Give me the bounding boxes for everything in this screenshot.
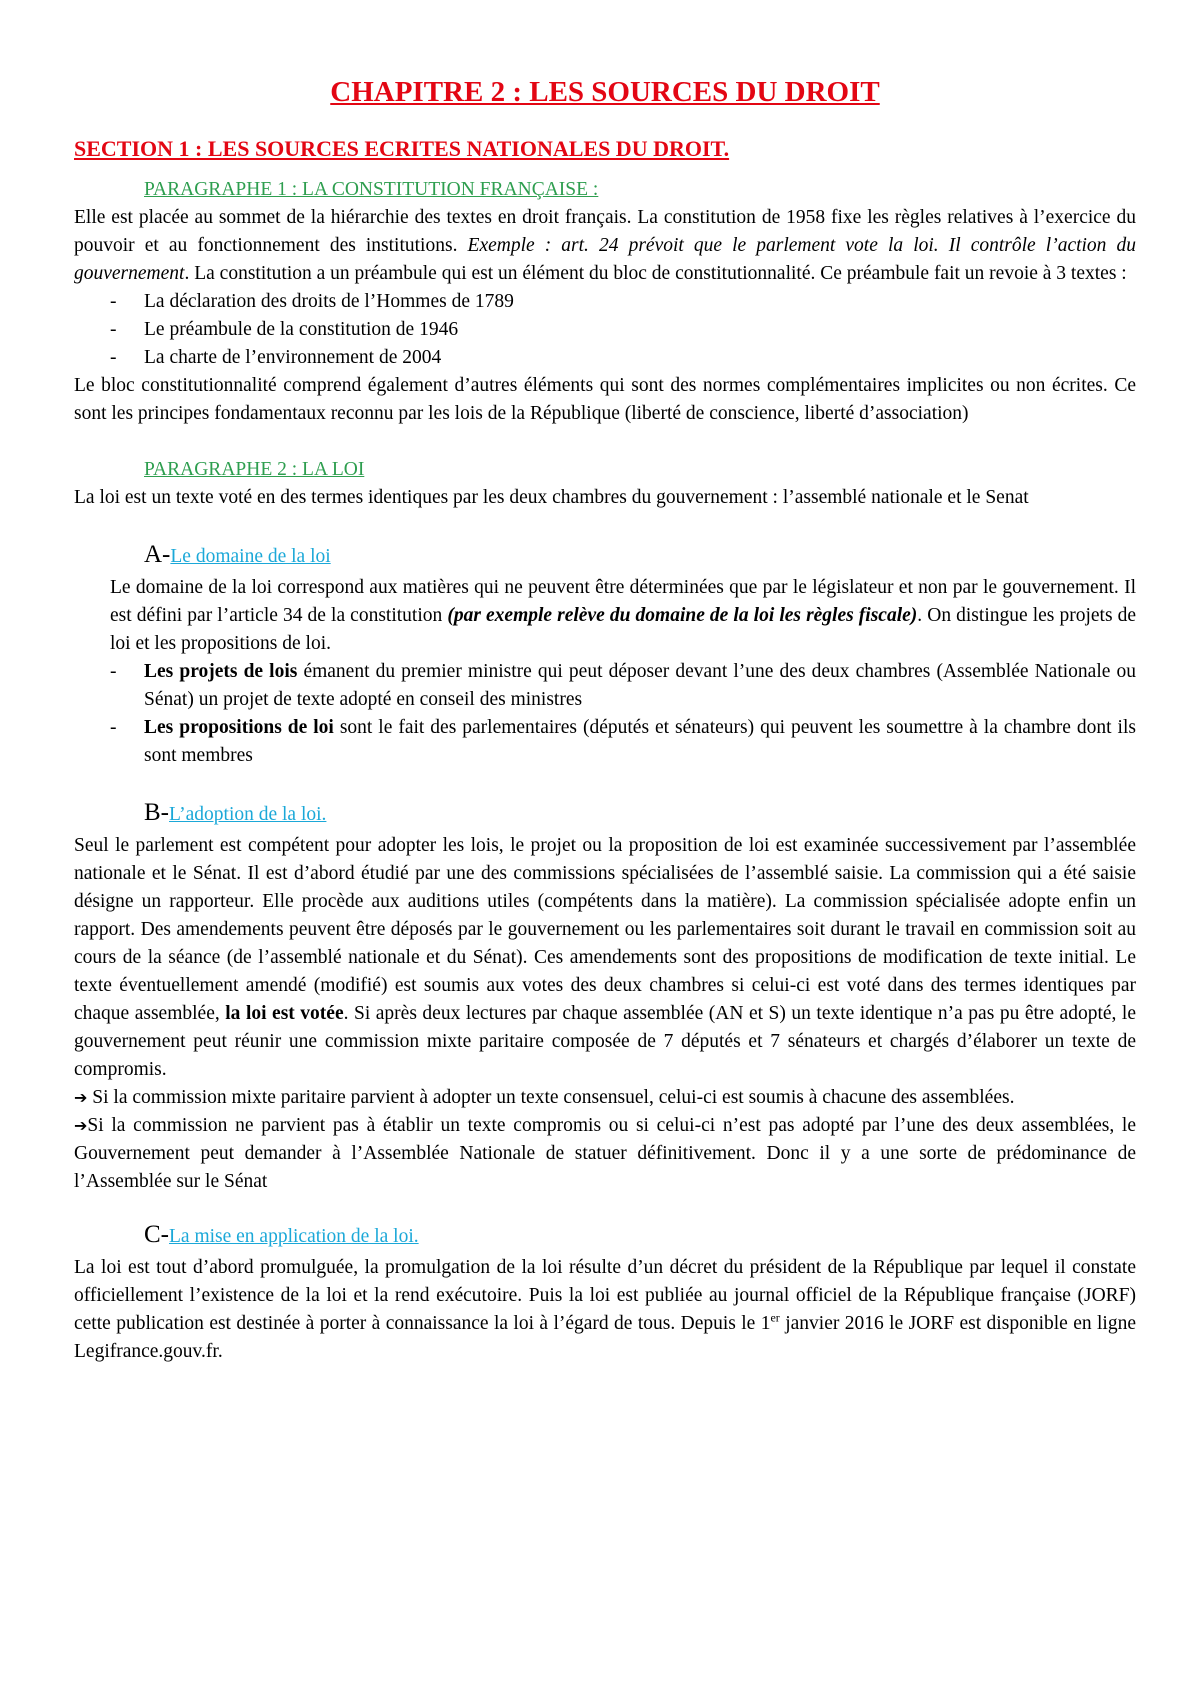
constitution-texts-list — [74, 288, 1136, 372]
list-item: - La déclaration des droits de l’Hommes de 1789 — [110, 291, 514, 312]
paragraph-1-example: Exemple : art. 24 prévoit que le parlement vote la loi. Il contrôle l’action du gouvernement — [74, 235, 1137, 284]
subsection-letter: A- — [144, 541, 171, 568]
document-page — [74, 72, 1136, 1366]
subsection-b-heading — [74, 796, 1136, 832]
paragraph-1-bloc-text: Le bloc constitutionnalité comprend également d’autres éléments qui sont des normes complémentaires implicites ou non écrites. Ce sont les principes fondamentaux reconnu par les lois de la République (liberté de conscience, liberté d’association) — [74, 375, 1136, 424]
subsection-c-text: La loi est tout d’abord promulguée, la promulgation de la loi résulte d’un décret du président de la République par lequel il constate officiellement l’existence de la loi et la rend exécutoire. Puis la loi est publiée au journal officiel de la République française (JORF) cette publication est destinée à porter à connaissance la loi à l’égard de tous. Depuis le 1er janvier 2016 le JORF est disponible en ligne Legifrance.gouv.fr. — [74, 1257, 1136, 1362]
list-item: - Le préambule de la constitution de 1946 — [110, 319, 459, 340]
paragraph-2-text: La loi est un texte voté en des termes identiques par les deux chambres du gouvernement : l’assemblé nationale et le Senat — [74, 487, 1029, 508]
list-item: - Les projets de lois émanent du premier ministre qui peut déposer devant l’une des deux chambres (Assemblée Nationale ou Sénat) un projet de texte adopté en conseil des ministres — [110, 661, 1136, 710]
subsection-a-heading — [74, 538, 1136, 574]
paragraph-1-text-1: Elle est placée au sommet de la hiérarchie des textes en droit français. La constitution de 1958 fixe les règles relatives à l’exercice du pouvoir et au fonctionnement des institutions. — [74, 207, 1136, 256]
right-arrow-icon: ➔ — [74, 1116, 88, 1135]
paragraph-1-text-3: . La constitution a un préambule qui est un élément du bloc de constitutionnalité. Ce préambule fait un revoie à 3 textes : — [184, 263, 1127, 284]
subsection-c-heading — [74, 1218, 1136, 1254]
subsection-letter: B- — [144, 799, 169, 826]
list-item: - La charte de l’environnement de 2004 — [110, 347, 442, 368]
subsection-c-title: La mise en application de la loi. — [169, 1226, 419, 1247]
paragraph-1-title: PARAGRAPHE 1 : LA CONSTITUTION FRANÇAISE : — [144, 179, 599, 200]
arrow-note-2: ➔Si la commission ne parvient pas à établir un texte compromis ou si celui-ci n’est pas adopté par l’une des deux assemblées, le Gouvernement peut demander à l’Assemblée Nationale de statuer définitivement. Donc il y a une sorte de prédominance de l’Assemblée sur le Sénat — [74, 1115, 1136, 1192]
subsection-b-title: L’adoption de la loi. — [169, 804, 327, 825]
paragraph-2-title: PARAGRAPHE 2 : LA LOI — [144, 459, 365, 480]
subsection-a-title: Le domaine de la loi — [170, 546, 331, 567]
subsection-letter: C- — [144, 1221, 169, 1248]
right-arrow-icon: ➔ — [74, 1088, 88, 1107]
arrow-note-1: ➔ Si la commission mixte paritaire parvient à adopter un texte consensuel, celui-ci est soumis à chacune des assemblées. — [74, 1087, 1015, 1108]
list-item: - Les propositions de loi sont le fait des parlementaires (députés et sénateurs) qui peuvent les soumettre à la chambre dont ils sont membres — [110, 717, 1136, 766]
paragraph-1-intro — [74, 204, 1136, 288]
loi-types-list — [74, 658, 1136, 770]
subsection-b-text: Seul le parlement est compétent pour adopter les lois, le projet ou la proposition de loi est examinée successivement par l’assemblée nationale et le Sénat. Il est d’abord étudié par une des commissions spécialisées de l’assemblé saisie. La commission qui a été saisie désigne un rapporteur. Elle procède aux auditions utiles (compétents dans la matière). La commission spécialisée adopte enfin un rapport. Des amendements peuvent être déposés par le gouvernement ou les parlementaires soit durant le travail en commission soit au cours de la séance (de l’assemblé nationale et du Sénat). Ces amendements sont des propositions de modification de texte initial. Le texte éventuellement amendé (modifié) est soumis aux votes des deux chambres si celui-ci est voté dans des termes identiques par chaque assemblée, la loi est votée. Si après deux lectures par chaque assemblée (AN et S) un texte identique n’a pas pu être adopté, le gouvernement peut réunir une commission mixte paritaire composée de 7 députés et 7 sénateurs et chargés d’élaborer un texte de compromis. — [74, 835, 1137, 1080]
chapter-title: CHAPITRE 2 : LES SOURCES DU DROIT — [330, 76, 880, 108]
subsection-a-text: Le domaine de la loi correspond aux matières qui ne peuvent être déterminées que par le législateur et non par le gouvernement. Il est défini par l’article 34 de la constitution (par exemple relève du domaine de la loi les règles fiscale). On distingue les projets de loi et les propositions de loi. — [110, 577, 1137, 654]
section-title: SECTION 1 : LES SOURCES ECRITES NATIONALES DU DROIT. — [74, 136, 730, 161]
